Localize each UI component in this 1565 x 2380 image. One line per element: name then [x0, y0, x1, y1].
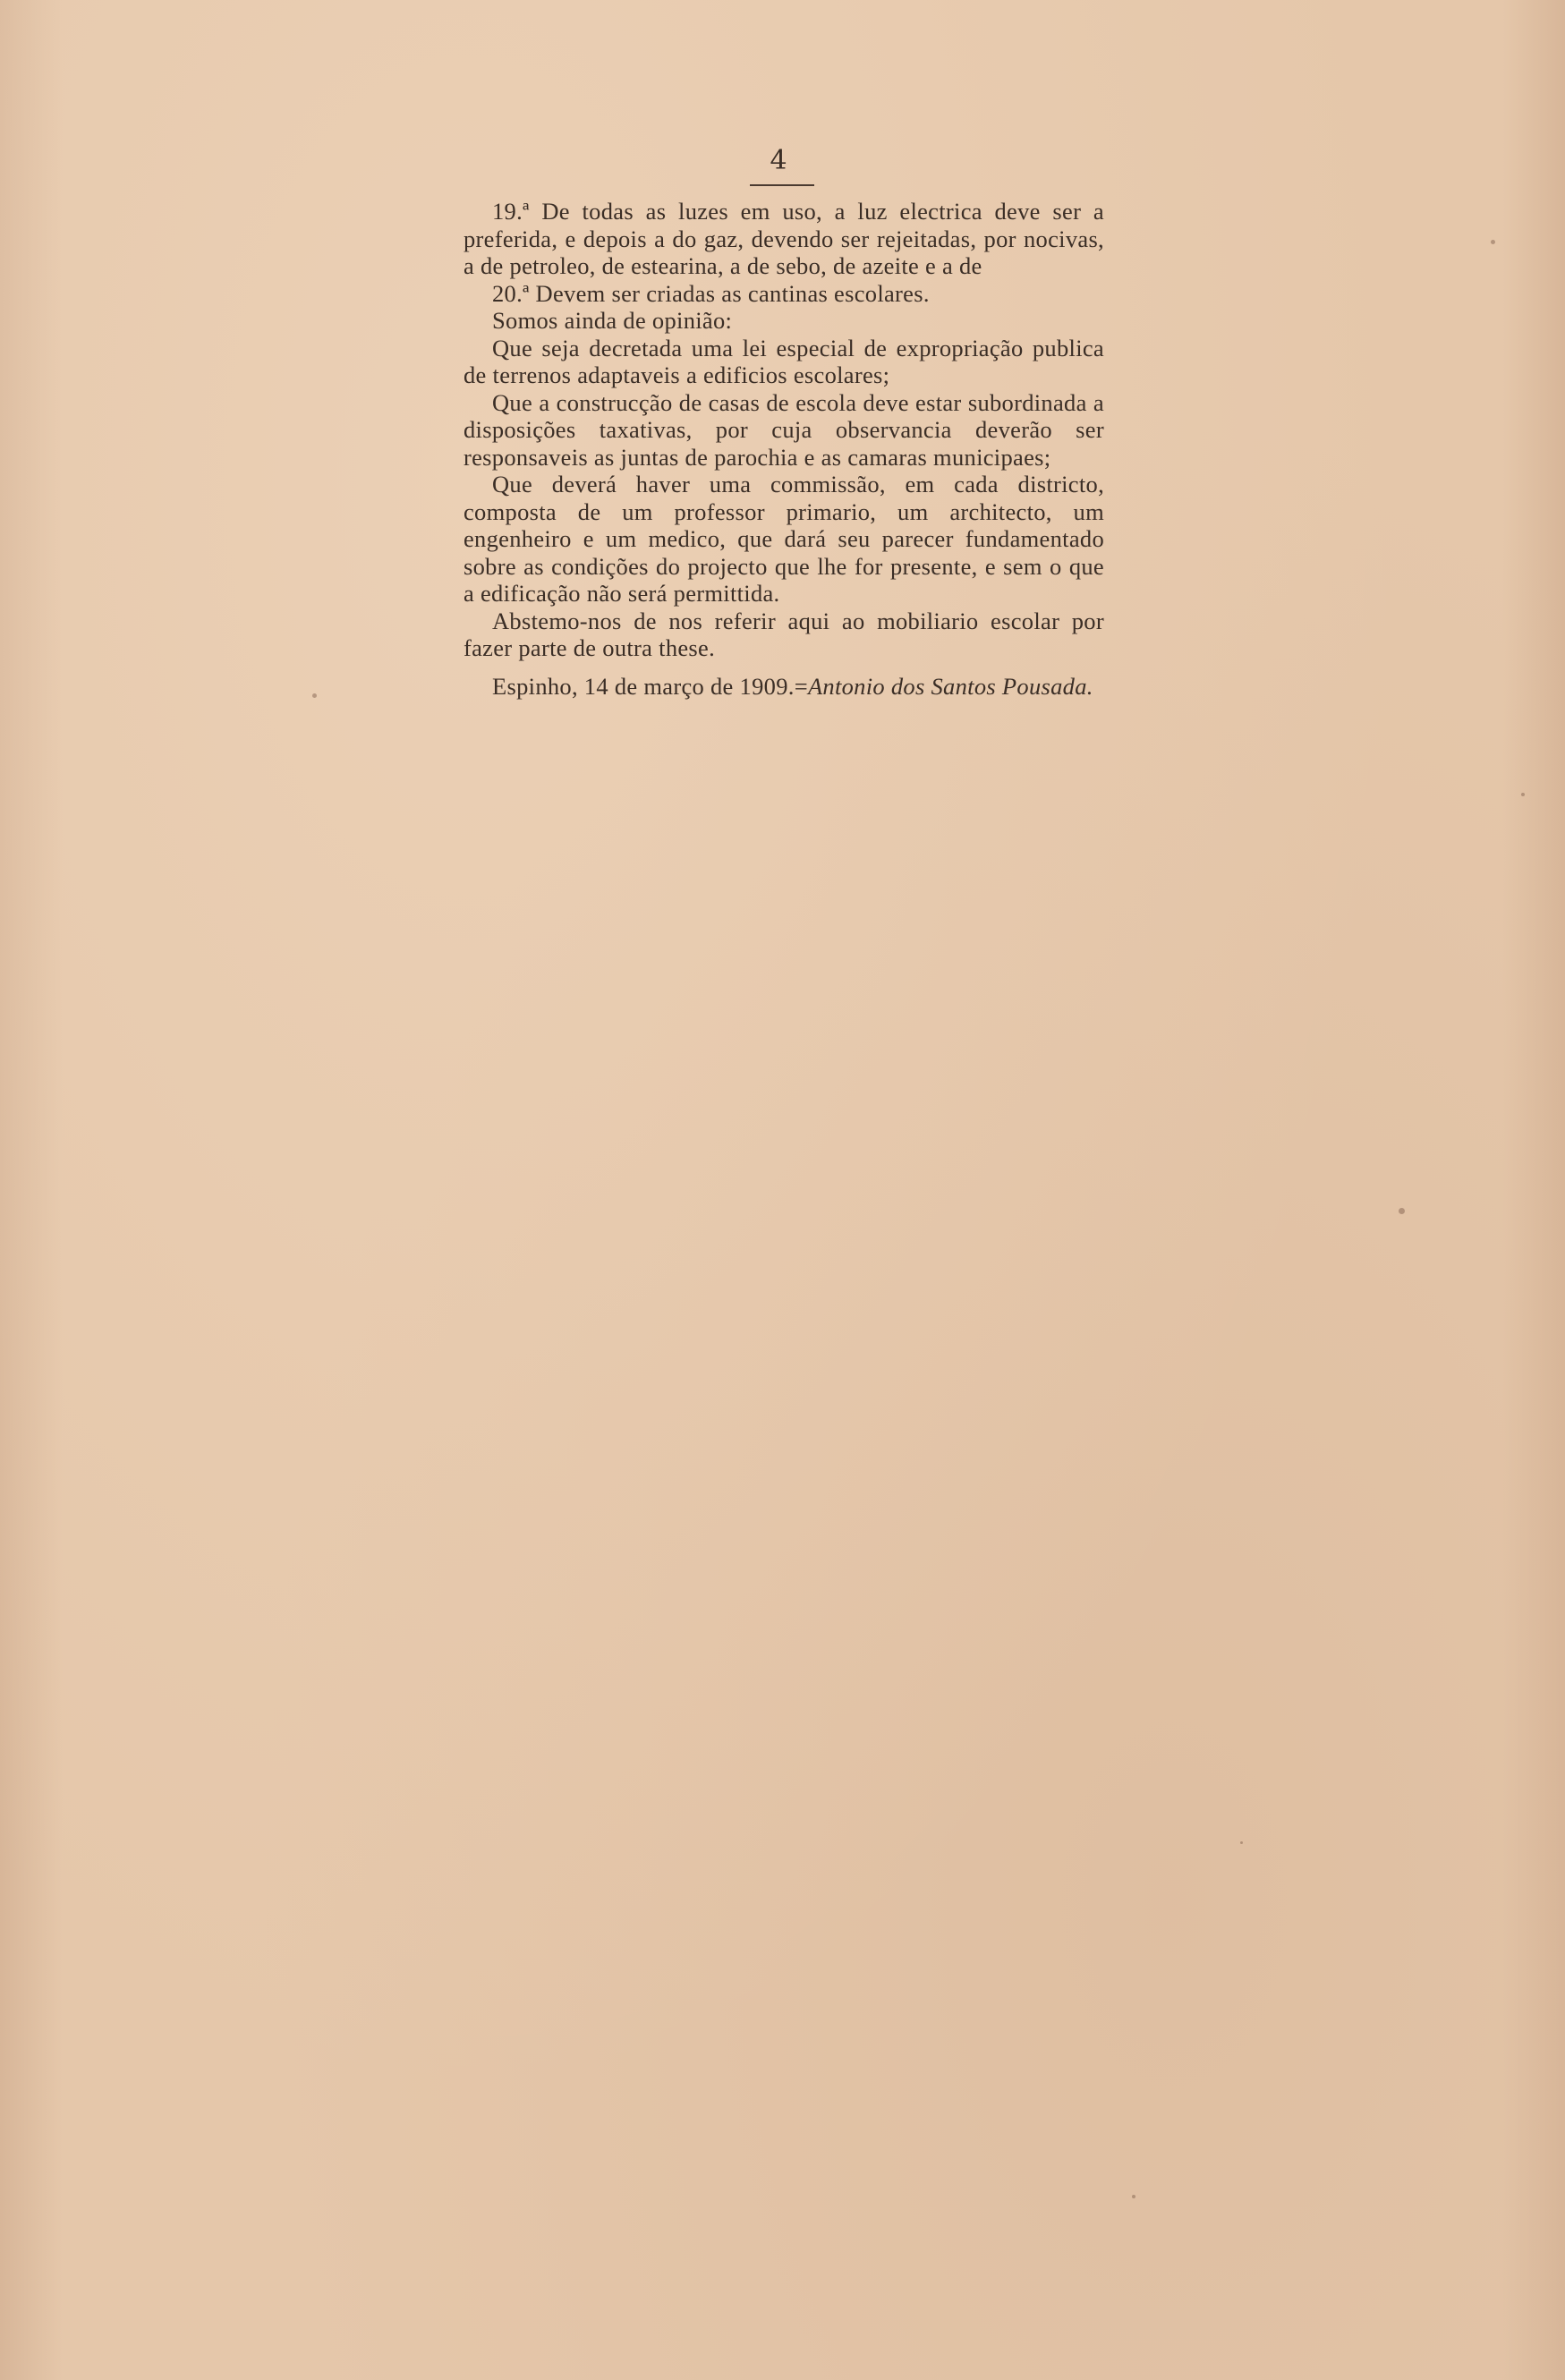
paper-speck	[1132, 2195, 1135, 2198]
paper-speck	[1399, 1208, 1405, 1214]
paper-speck	[1491, 240, 1495, 244]
signature-name: Antonio dos Santos Pousada.	[807, 672, 1093, 700]
paragraph-construction: Que a construcção de casas de escola deve estar subordinada a disposições taxativas, por cuja observancia deverão ser responsaveis as juntas de parochia e as camaras municipaes;	[464, 388, 1104, 471]
body-text	[464, 198, 1104, 700]
paragraph-expropriation: Que seja decretada uma lei especial de expropriação publica de terrenos adaptaveis a edificios escolares;	[464, 334, 1104, 388]
paper-speck	[312, 693, 317, 698]
paper-speck	[1521, 793, 1525, 796]
paragraph-opinion-intro: Somos ainda de opinião:	[492, 307, 733, 334]
page-number: 4	[770, 145, 787, 176]
signature-separator: =	[794, 672, 808, 700]
signature-line	[464, 673, 1104, 701]
signature-place-date: Espinho, 14 de março de 1909.	[492, 672, 795, 700]
page-number-rule	[750, 184, 814, 186]
paragraph-furniture: Abstemo-nos de nos referir aqui ao mobiliario escolar por fazer parte de outra these.	[464, 607, 1104, 661]
paragraph-commission: Que deverá haver uma commissão, em cada districto, composta de um professor primario, um architecto, um engenheiro e um medico, que dará seu parecer fundamentado sobre as condições do projecto que lhe for presente, e sem o que a edificação não será permittida.	[464, 471, 1104, 607]
paper-speck	[1240, 1841, 1243, 1844]
paragraph-item-19: 19.ª De todas as luzes em uso, a luz electrica deve ser a preferida, e depois a do gaz, devendo ser rejeitadas, por nocivas, a de petroleo, de estearina, a de sebo, de azeite e a de	[464, 198, 1104, 279]
paragraph-item-20: 20.ª Devem ser criadas as cantinas escolares.	[492, 279, 930, 307]
